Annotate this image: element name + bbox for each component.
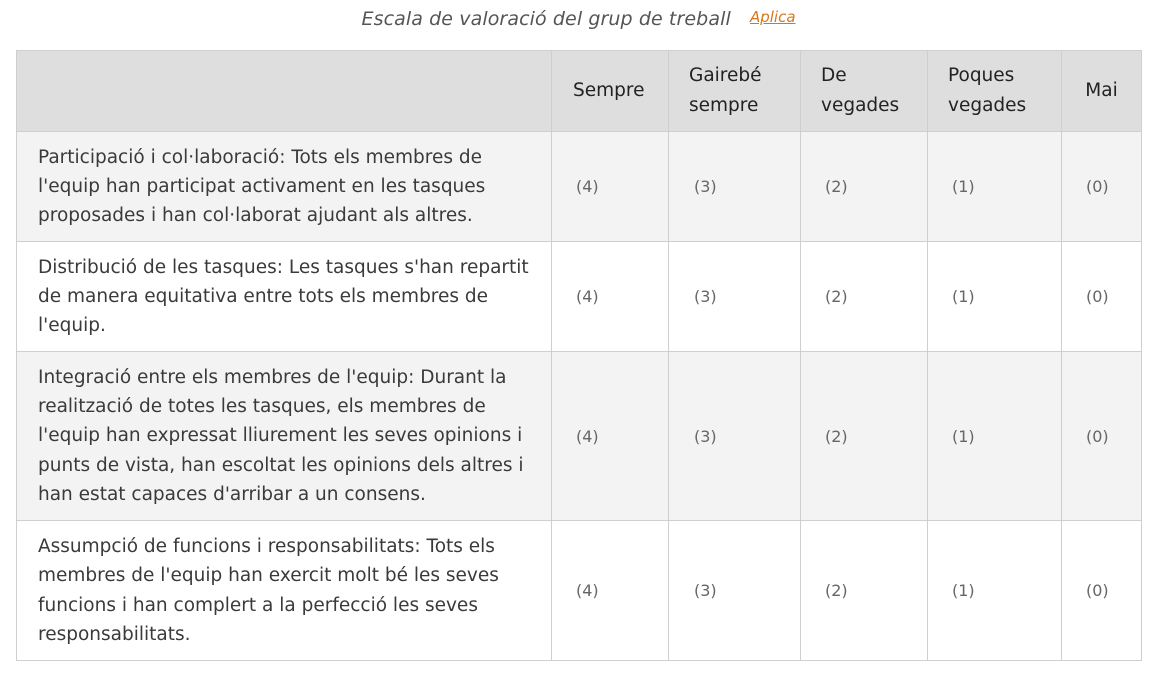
table-row (17, 521, 1142, 661)
score-option-0[interactable]: (0) (1062, 132, 1142, 242)
caption-row (0, 8, 1157, 30)
score-option-0[interactable]: (0) (1062, 521, 1142, 661)
header-de-vegades: De vegades (801, 51, 928, 132)
criterion-header-cell (17, 51, 552, 132)
score-option-4[interactable]: (4) (552, 521, 669, 661)
criterion-cell: Participació i col·laboració: Tots els membres de l'equip han participat activament en les tasques proposades i han col·laborat ajudant als altres. (17, 132, 552, 242)
table-row (17, 242, 1142, 352)
table-header-row (17, 51, 1142, 132)
table-row (17, 352, 1142, 521)
criterion-cell: Distribució de les tasques: Les tasques s'han repartit de manera equitativa entre tots els membres de l'equip. (17, 242, 552, 352)
score-option-2[interactable]: (2) (801, 521, 928, 661)
score-option-3[interactable]: (3) (669, 242, 801, 352)
rating-scale-table (16, 50, 1142, 661)
score-option-2[interactable]: (2) (801, 352, 928, 521)
score-option-1[interactable]: (1) (928, 352, 1062, 521)
table-row (17, 132, 1142, 242)
header-sempre: Sempre (552, 51, 669, 132)
apply-link[interactable]: Aplica (749, 8, 796, 26)
score-option-2[interactable]: (2) (801, 132, 928, 242)
header-poques-vegades: Poques vegades (928, 51, 1062, 132)
score-option-3[interactable]: (3) (669, 352, 801, 521)
score-option-1[interactable]: (1) (928, 521, 1062, 661)
score-option-1[interactable]: (1) (928, 242, 1062, 352)
criterion-cell: Assumpció de funcions i responsabilitats: Tots els membres de l'equip han exercit molt bé les seves funcions i han complert a la perfecció les seves responsabilitats. (17, 521, 552, 661)
score-option-2[interactable]: (2) (801, 242, 928, 352)
score-option-3[interactable]: (3) (669, 521, 801, 661)
score-option-3[interactable]: (3) (669, 132, 801, 242)
table-caption: Escala de valoració del grup de treball (361, 8, 731, 30)
score-option-4[interactable]: (4) (552, 132, 669, 242)
score-option-1[interactable]: (1) (928, 132, 1062, 242)
score-option-0[interactable]: (0) (1062, 352, 1142, 521)
criterion-cell: Integració entre els membres de l'equip: Durant la realització de totes les tasques, els membres de l'equip han expressat lliurement les seves opinions i punts de vista, han escoltat les opinions dels altres i han estat capaces d'arribar a un consens. (17, 352, 552, 521)
score-option-4[interactable]: (4) (552, 242, 669, 352)
score-option-0[interactable]: (0) (1062, 242, 1142, 352)
score-option-4[interactable]: (4) (552, 352, 669, 521)
header-mai: Mai (1062, 51, 1142, 132)
header-gairebe-sempre: Gairebé sempre (669, 51, 801, 132)
